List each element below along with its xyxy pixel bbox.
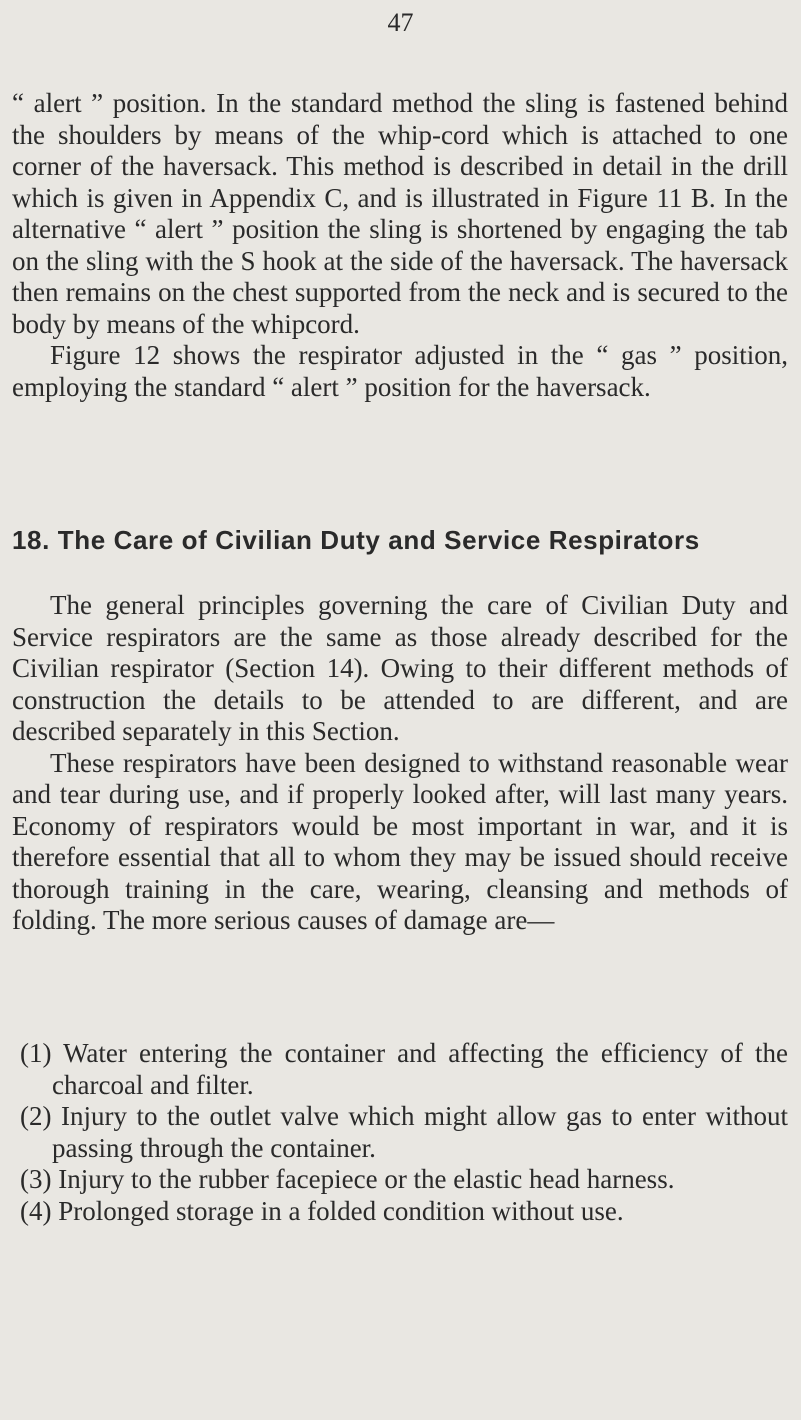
list-item: [0, 1196, 788, 1228]
section-heading: 18. The Care of Civilian Duty and Service Respirators: [12, 525, 700, 555]
list-item-text: Water entering the container and affecting the efficiency of the charcoal and filter.: [52, 1038, 788, 1100]
paragraph-general-principles: The general principles governing the care of Civilian Duty and Service respirators are the same as those already described for the Civilian respirator (Section 14). Owing to their different methods of construction the details to be attended to are different, and are described separately in this Section.: [12, 590, 788, 746]
page-number: 47: [387, 8, 414, 37]
list-item: [0, 1038, 788, 1101]
opening-text: [12, 88, 788, 403]
list-item: [0, 1164, 788, 1196]
list-item-text: Injury to the rubber facepiece or the elastic head harness.: [58, 1164, 675, 1194]
list-item-number: (4): [20, 1195, 52, 1226]
paragraph-wear-and-tear: These respirators have been designed to withstand reasonable wear and tear during use, and if properly looked after, will last many years. Economy of respirators would be most important in war, and it is therefore essential that all to whom they may be issued should receive thorough training in the care, wearing, cleansing and methods of folding. The more serious causes of damage are—: [12, 747, 788, 935]
list-item-number: (2): [20, 1101, 52, 1131]
list-item-text: Injury to the outlet valve which might allow gas to enter without passing through the container.: [52, 1101, 789, 1163]
causes-list: [12, 1038, 788, 1227]
section-body: [12, 590, 788, 937]
list-item-text: Prolonged storage in a folded condition without use.: [58, 1195, 624, 1226]
list-item-number: (1): [20, 1038, 52, 1068]
paragraph-figure-12: Figure 12 shows the respirator adjusted in the “ gas ” position, employing the standard “ alert ” position for the haversack.: [12, 340, 788, 402]
list-item: [0, 1101, 788, 1164]
list-item-number: (3): [20, 1164, 52, 1194]
paragraph-alert-position: “ alert ” position. In the standard method the sling is fastened behind the shoulders by means of the whip-cord which is attached to one corner of the haversack. This method is described in detail in the drill which is given in Appendix C, and is illustrated in Figure 11 B. In the alternative “ alert ” position the sling is shortened by engaging the tab on the sling with the S hook at the side of the haversack. The haversack then remains on the chest supported from the neck and is secured to the body by means of the whipcord.: [12, 88, 788, 339]
